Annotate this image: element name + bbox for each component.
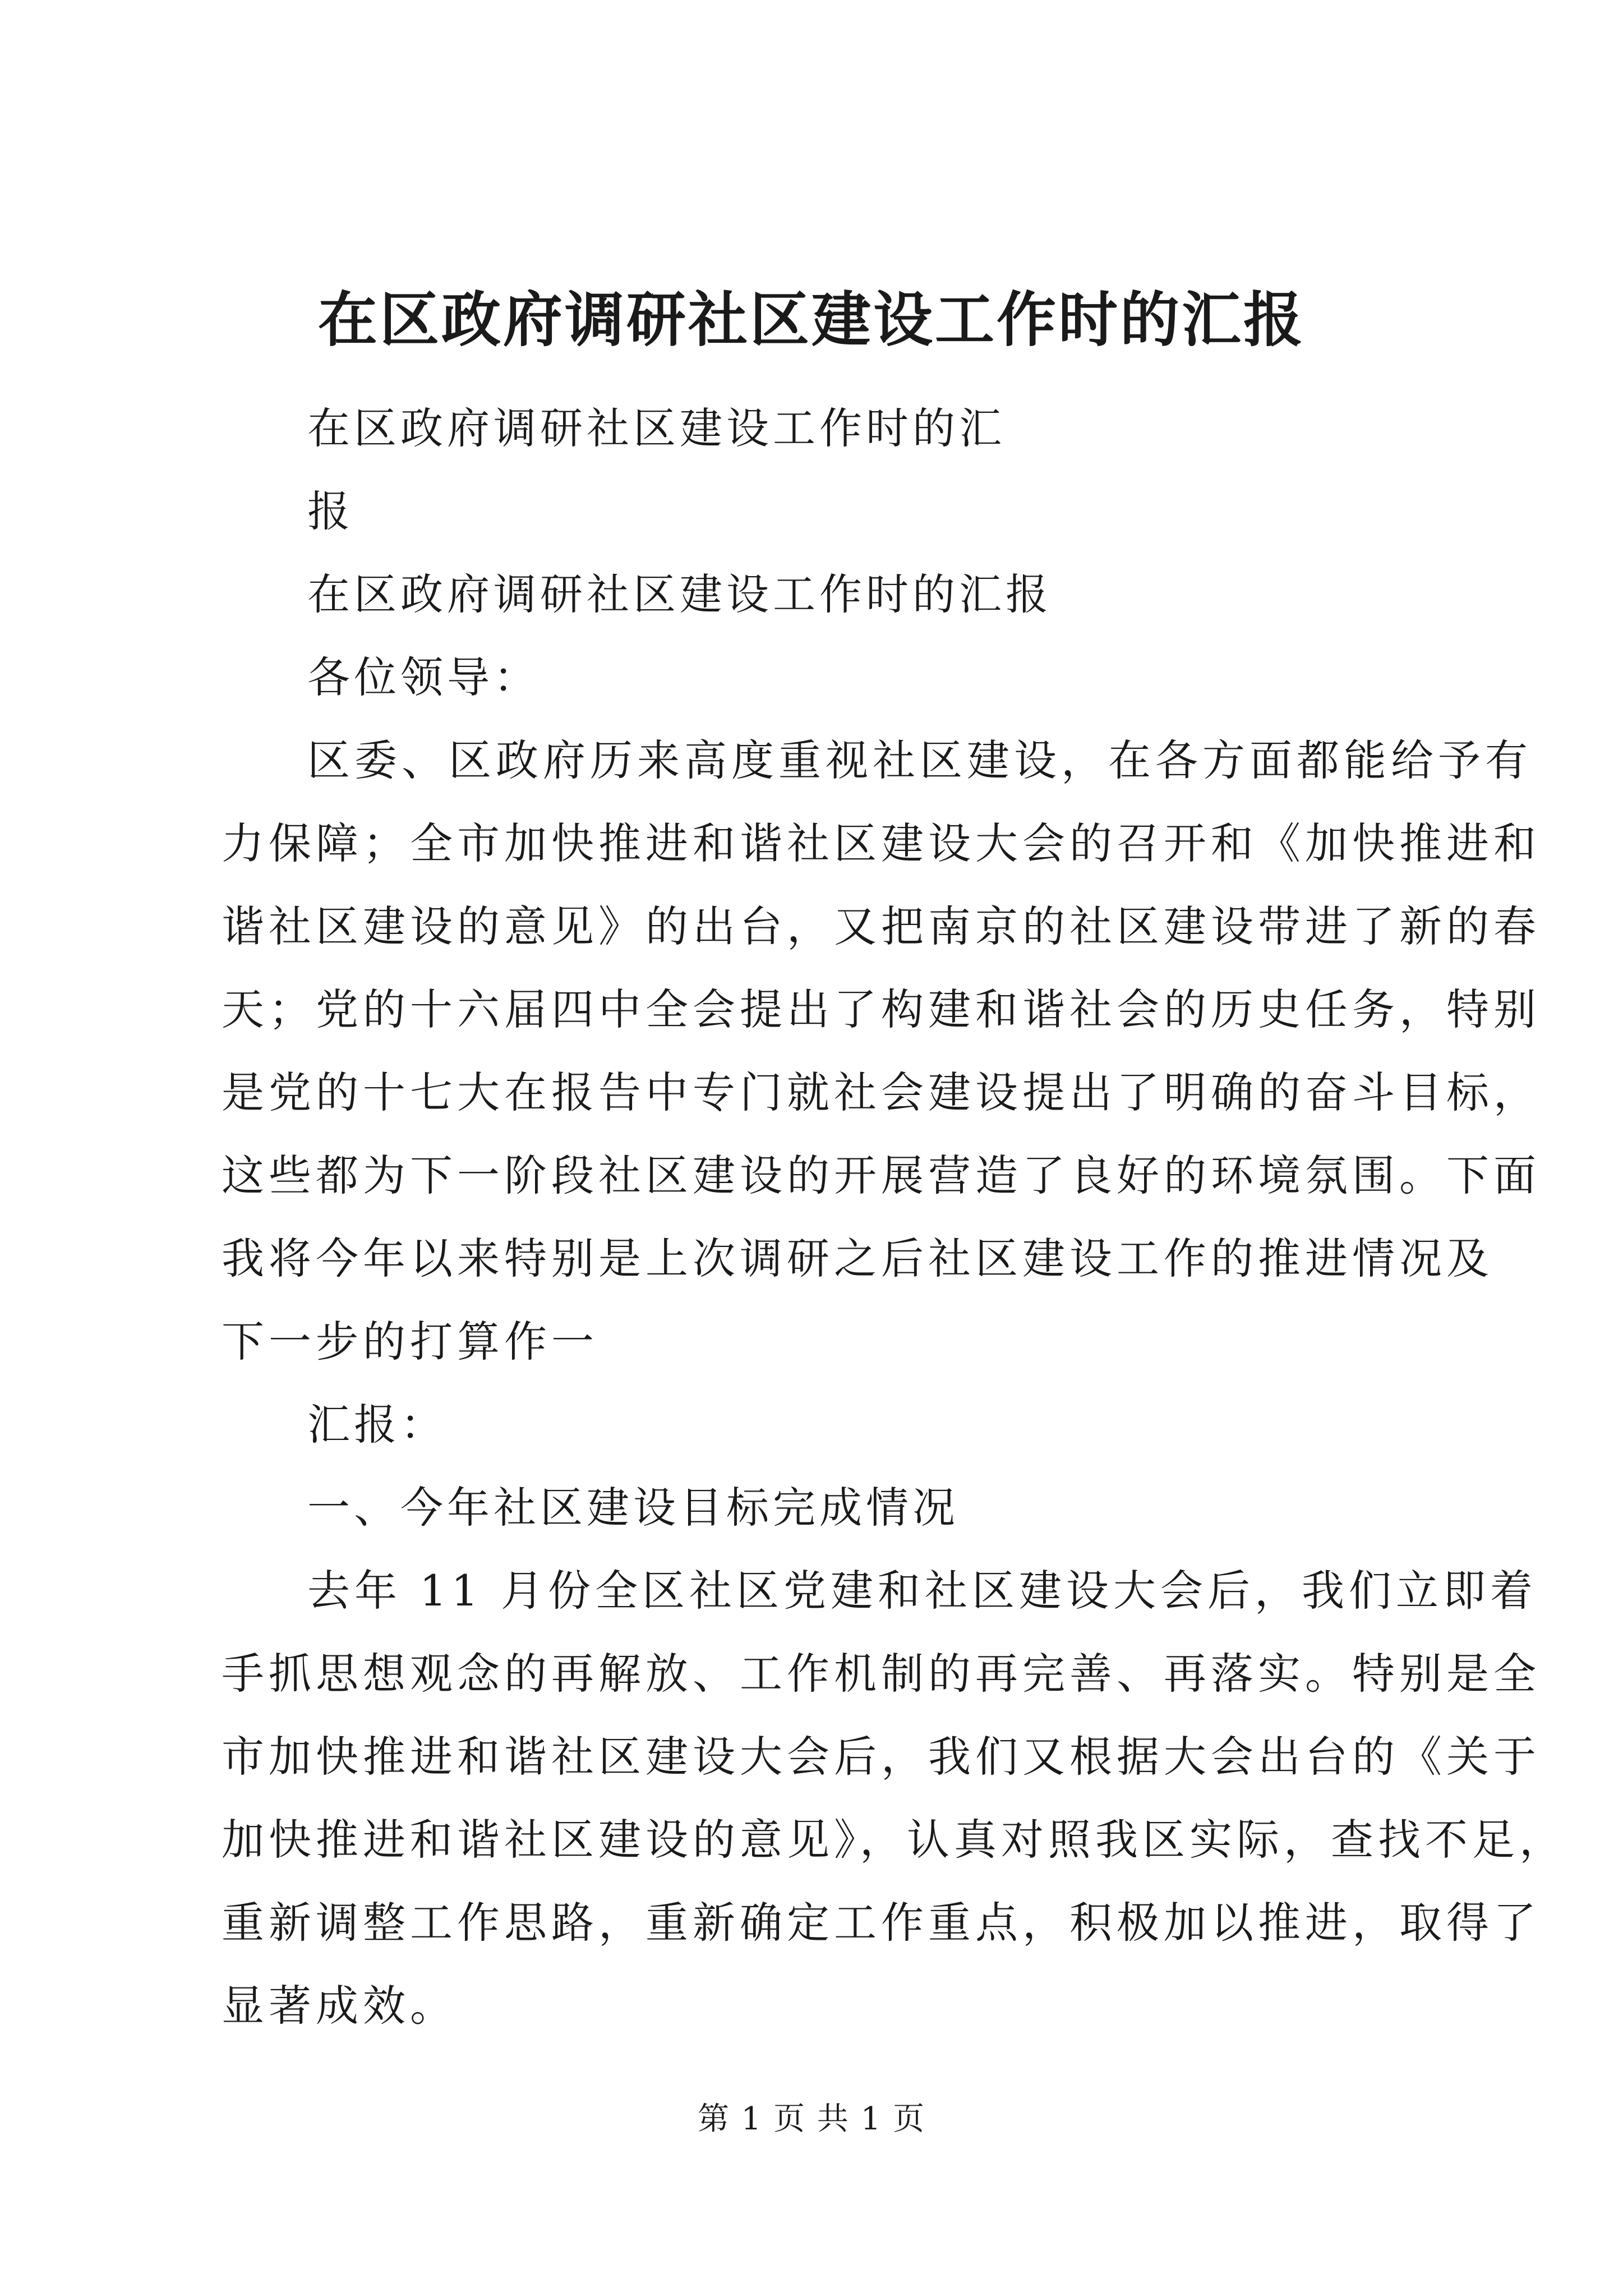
paragraph-2-line: 市加快推进和谐社区建设大会后，我们又根据大会出台的《关于 <box>222 1732 1541 1782</box>
document-title: 在区政府调研社区建设工作时的汇报 <box>318 284 1305 355</box>
salutation: 各位领导： <box>307 652 540 702</box>
paragraph-2-line: 重新调整工作思路，重新确定工作重点，积极加以推进，取得了 <box>222 1898 1541 1948</box>
paragraph-2-line: 手抓思想观念的再解放、工作机制的再完善、再落实。特别是全 <box>222 1649 1541 1699</box>
paragraph-1-line: 下一步的打算作一 <box>222 1317 598 1366</box>
paragraph-2-line: 加快推进和谐社区建设的意见》，认真对照我区实际，查找不足， <box>222 1815 1566 1865</box>
paragraph-1-line: 是党的十七大在报告中专门就社会建设提出了明确的奋斗目标， <box>222 1068 1541 1117</box>
subtitle-line-1: 在区政府调研社区建设工作时的汇 <box>307 403 1006 453</box>
section-1-heading: 一、今年社区建设目标完成情况 <box>307 1483 959 1533</box>
paragraph-1-line: 我将今年以来特别是上次调研之后社区建设工作的推进情况及 <box>222 1234 1493 1283</box>
paragraph-2 <box>222 1549 1566 2047</box>
paragraph-1-line: 谐社区建设的意见》的出台，又把南京的社区建设带进了新的春 <box>222 901 1541 951</box>
page-footer: 第 1 页 共 1 页 <box>697 2101 926 2137</box>
paragraph-1-line: 力保障；全市加快推进和谐社区建设大会的召开和《加快推进和 <box>222 818 1541 868</box>
paragraph-1-line: 区委、区政府历来高度重视社区建设，在各方面都能给予有 <box>307 735 1532 785</box>
subtitle-line-2: 报 <box>307 486 354 536</box>
paragraph-2-line: 去年 11 月份全区社区党建和社区建设大会后，我们立即着 <box>307 1566 1538 1616</box>
paragraph-1-line: 这些都为下一阶段社区建设的开展营造了良好的环境氛围。下面 <box>222 1151 1541 1200</box>
paragraph-2-line: 显著成效。 <box>222 1981 457 2031</box>
paragraph-1 <box>222 719 1541 1383</box>
report-label: 汇报： <box>307 1400 447 1450</box>
paragraph-1-line: 天；党的十六届四中全会提出了构建和谐社会的历史任务，特别 <box>222 984 1541 1034</box>
repeat-title: 在区政府调研社区建设工作时的汇报 <box>307 569 1052 619</box>
